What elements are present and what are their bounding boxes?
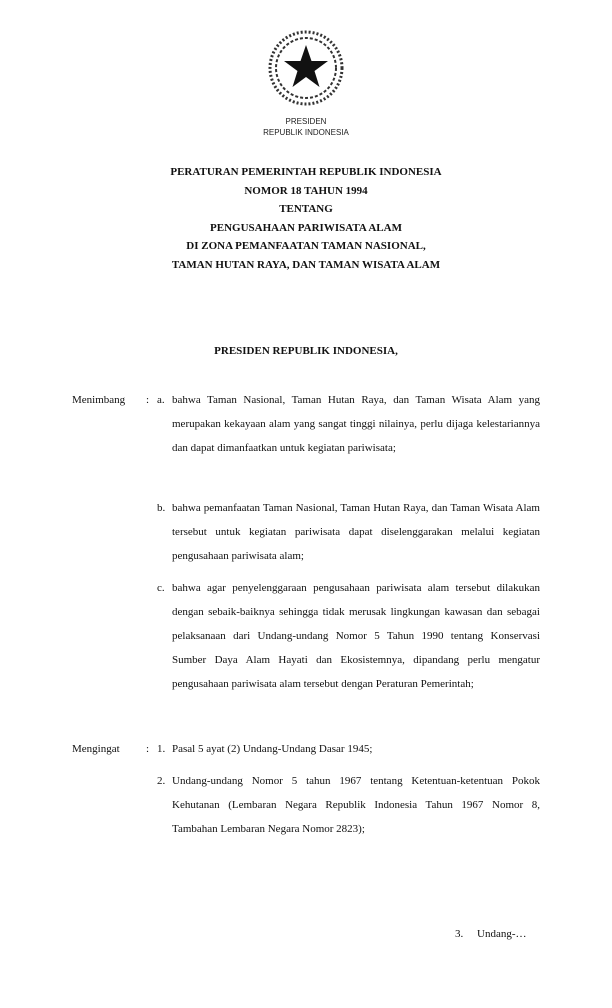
- colon: :: [146, 743, 150, 755]
- title-line: PENGUSAHAAN PARIWISATA ALAM: [210, 221, 402, 234]
- page-continuation: 3. Undang-…: [455, 928, 527, 940]
- seal-caption-presiden: PRESIDEN: [285, 117, 327, 126]
- item-number: 1.: [157, 743, 166, 755]
- title-line: NOMOR 18 TAHUN 1994: [244, 184, 368, 197]
- title-line: TAMAN HUTAN RAYA, DAN TAMAN WISATA ALAM: [171, 258, 441, 271]
- colon: :: [146, 394, 150, 406]
- section-heading: PRESIDEN REPUBLIK INDONESIA,: [214, 345, 398, 357]
- seal-caption-republik: REPUBLIK INDONESIA: [263, 128, 349, 137]
- menimbang-item-c: bahwa agar penyelenggaraan pengusahaan pariwisata alam tersebut dilakukan dengan sebaik-baiknya sehingga tidak merusak lingkungan kawasan dan sebagai pelaksanaan dari Undang-undang Nomor 5 Tahun 1990 tentang Konservasi Sumber Daya Alam Hayati dan Ekosistemnya, dipandang perlu mengatur pengusahaan pariwisata alam tersebut dengan Peraturan Pemerintah;: [172, 582, 540, 690]
- title-line: TENTANG: [279, 203, 333, 216]
- mengingat-label: Mengingat: [72, 743, 120, 755]
- menimbang-item-b: bahwa pemanfaatan Taman Nasional, Taman Hutan Raya, dan Taman Wisata Alam tersebut untuk kegiatan pariwisata dapat diselenggarakan melalui kegiatan pengusahaan pariwisata alam;: [172, 502, 540, 562]
- presidential-seal-icon: [266, 28, 346, 108]
- item-number: c.: [157, 582, 165, 594]
- title-line: PERATURAN PEMERINTAH REPUBLIK INDONESIA: [170, 166, 442, 178]
- item-number: a.: [157, 394, 165, 406]
- mengingat-item-2: Undang-undang Nomor 5 tahun 1967 tentang Ketentuan-ketentuan Pokok Kehutanan (Lembaran Negara Republik Indonesia Tahun 1967 Nomor 8, Tambahan Lembaran Negara Nomor 2823);: [172, 775, 540, 835]
- mengingat-item-1: Pasal 5 ayat (2) Undang-Undang Dasar 1945;: [172, 743, 373, 755]
- item-number: 2.: [157, 775, 166, 787]
- menimbang-label: Menimbang: [72, 394, 126, 406]
- item-number: b.: [157, 502, 166, 514]
- title-line: DI ZONA PEMANFAATAN TAMAN NASIONAL,: [186, 240, 426, 253]
- document-title: [0, 163, 612, 275]
- menimbang-item-a: bahwa Taman Nasional, Taman Hutan Raya, dan Taman Wisata Alam yang merupakan kekayaan alam yang sangat tinggi nilainya, perlu dijaga kelestariannya dan dapat dimanfaatkan untuk kegiatan pariwisata;: [172, 394, 540, 454]
